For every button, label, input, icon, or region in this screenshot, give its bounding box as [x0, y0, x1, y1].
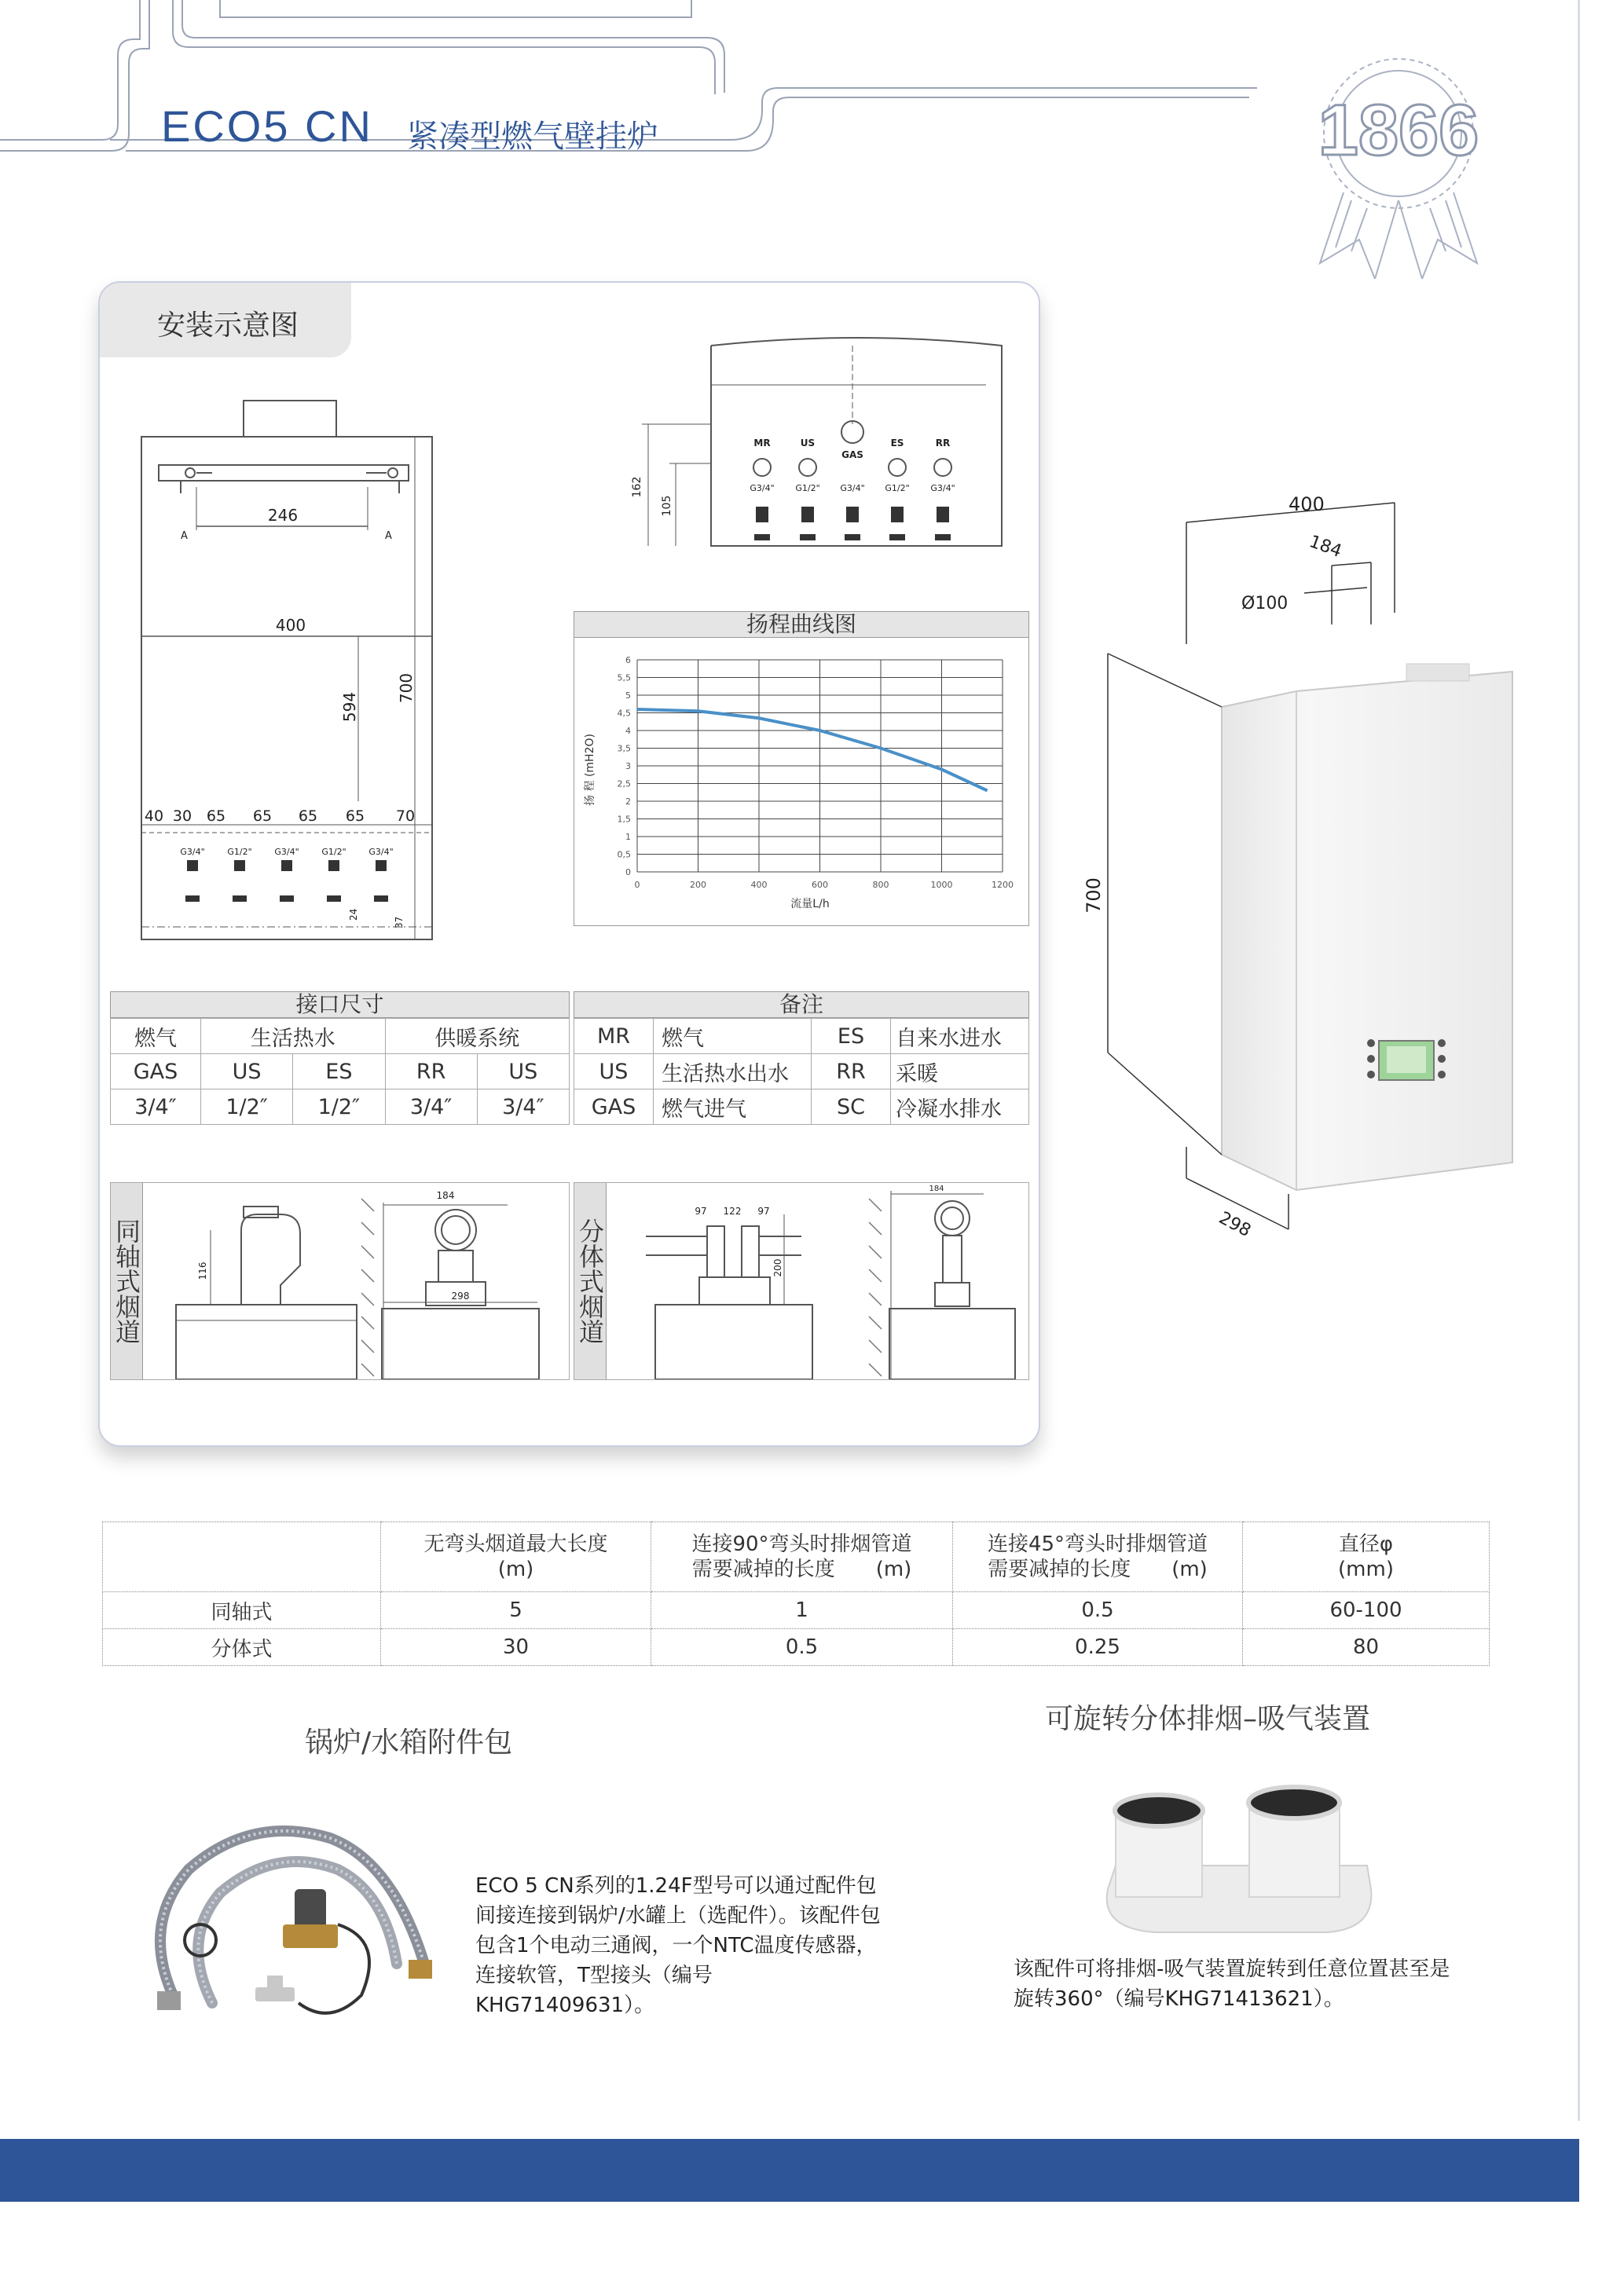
- dim-37: 37: [394, 916, 405, 928]
- vent-length-table: [102, 1522, 1490, 1666]
- pipe-size-4: G3/4": [368, 847, 394, 857]
- chart-xtick: 200: [690, 880, 706, 890]
- photo-dim-400: 400: [1289, 493, 1325, 515]
- chart-ytick: 4,5: [617, 708, 631, 719]
- chart-series-line: [637, 709, 988, 791]
- conn-size-3: 3/4″: [385, 1089, 477, 1125]
- spacing-2: 65: [206, 807, 226, 825]
- footer-bar: [0, 2139, 1579, 2202]
- conn-size-0: 3/4″: [111, 1089, 201, 1125]
- note-code: SC: [812, 1089, 891, 1125]
- product-subtitle: 紧凑型燃气壁挂炉: [407, 119, 658, 155]
- spacing-3: 65: [252, 807, 273, 825]
- conn-size-1: 1/2″: [201, 1089, 293, 1125]
- split-dim-97b: 97: [757, 1206, 770, 1217]
- chart-xlabel: 流量L/h: [790, 898, 830, 910]
- badge-year: 1866: [1318, 90, 1479, 170]
- vent-cell: 30: [381, 1629, 651, 1666]
- kit-title: 锅炉/水箱附件包: [305, 1727, 513, 1759]
- coaxial-flue-label-text: 同轴式烟道: [112, 1218, 141, 1344]
- chart-ytick: 3,5: [617, 743, 631, 754]
- vent-header-2: 连接90°弯头时排烟管道 需要减掉的长度 (m): [651, 1522, 953, 1592]
- notes-table-title: 备注: [574, 991, 1029, 1018]
- chart-xtick: 0: [634, 880, 640, 890]
- note-desc: 生活热水出水: [654, 1054, 812, 1089]
- chart-xtick: 800: [872, 880, 889, 890]
- coaxial-flue-panel: [110, 1182, 570, 1380]
- chart-ytick: 2: [625, 796, 631, 807]
- vent-cell: 同轴式: [103, 1592, 381, 1629]
- rotary-flue-image: [1092, 1771, 1391, 1944]
- bottom-size-2: G3/4": [840, 483, 865, 493]
- pipe-size-2: G3/4": [274, 847, 299, 857]
- chart-xtick: 400: [750, 880, 768, 890]
- spacing-6: 70: [395, 807, 416, 825]
- note-code: US: [574, 1054, 654, 1089]
- dim-24: 24: [348, 908, 359, 921]
- chart-xtick: 1000: [930, 880, 953, 890]
- coaxial-flue-label: [111, 1183, 143, 1379]
- bottom-label-es: ES: [890, 438, 904, 449]
- badge-1866-icon: [1289, 43, 1516, 279]
- rotary-description: 该配件可将排烟-吸气装置旋转到任意位置甚至是旋转360°（编号KHG71413621）。: [1014, 1957, 1450, 2011]
- pump-chart: [574, 636, 1029, 926]
- coaxial-flue-drawing: [143, 1183, 567, 1379]
- chart-ytick: 4: [625, 726, 631, 736]
- conn-group-heating: 供暖系统: [385, 1019, 570, 1054]
- note-code: MR: [574, 1019, 654, 1054]
- dim-400-front: 400: [275, 616, 306, 635]
- pipe-size-3: G1/2": [321, 847, 346, 857]
- connection-table-title: 接口尺寸: [110, 991, 570, 1018]
- page-edge-rule: [1578, 0, 1580, 2121]
- note-desc: 燃气: [654, 1019, 812, 1054]
- front-view-drawing: [134, 393, 448, 943]
- bottom-size-3: G1/2": [885, 483, 910, 493]
- panel-title: 安装示意图: [157, 309, 299, 342]
- dim-594: 594: [340, 691, 359, 723]
- chart-ytick: 0,5: [617, 849, 631, 860]
- chart-ytick: 6: [625, 655, 631, 665]
- mark-a-left: A: [181, 530, 188, 542]
- vent-cell: 0.5: [953, 1592, 1243, 1629]
- chart-ytick: 3: [625, 761, 631, 771]
- kit-description: ECO 5 CN系列的1.24F型号可以通过配件包间接连接到锅炉/水罐上（选配件）。该配件包包含1个电动三通阀，一个NTC温度传感器，连接软管，T型接头（编号KHG71409631）。: [475, 1874, 881, 2017]
- note-desc: 采暖: [891, 1054, 1029, 1089]
- bottom-label-rr: RR: [935, 438, 951, 449]
- pump-chart-title: 扬程曲线图: [574, 611, 1029, 638]
- note-desc: 自来水进水: [891, 1019, 1029, 1054]
- dim-105: 105: [661, 495, 673, 517]
- split-flue-panel: [574, 1182, 1029, 1380]
- chart-ylabel: 扬 程 (mH2O): [584, 734, 596, 806]
- spacing-1: 30: [172, 807, 192, 825]
- coax-dim-298: 298: [451, 1291, 470, 1302]
- conn-code-0: GAS: [111, 1054, 201, 1089]
- split-flue-label: [574, 1183, 607, 1379]
- photo-dim-184: 184: [1306, 532, 1344, 562]
- bottom-label-mr: MR: [753, 438, 771, 449]
- notes-table: [574, 1018, 1029, 1125]
- bottom-label-us: US: [800, 438, 816, 449]
- chart-xtick: 600: [812, 880, 828, 890]
- boiler-product-image: [1076, 487, 1548, 1249]
- vent-cell: 分体式: [103, 1629, 381, 1666]
- pipe-size-1: G1/2": [227, 847, 252, 857]
- rotary-title: 可旋转分体排烟–吸气装置: [1045, 1703, 1371, 1735]
- mark-a-right: A: [385, 530, 392, 542]
- vent-cell: 60-100: [1243, 1592, 1490, 1629]
- conn-size-2: 1/2″: [293, 1089, 385, 1125]
- chart-ytick: 1: [625, 832, 631, 842]
- dim-246: 246: [267, 506, 299, 525]
- split-dim-97a: 97: [695, 1206, 707, 1217]
- coax-dim-184: 184: [436, 1190, 455, 1201]
- vent-cell: 0.5: [651, 1629, 953, 1666]
- vent-cell: 1: [651, 1592, 953, 1629]
- split-dim-122: 122: [723, 1206, 742, 1217]
- note-code: ES: [812, 1019, 891, 1054]
- bottom-size-1: G1/2": [795, 483, 820, 493]
- vent-header-4: 直径φ (mm): [1243, 1522, 1490, 1592]
- spacing-5: 65: [345, 807, 365, 825]
- split-dim-184: 184: [929, 1185, 944, 1193]
- vent-cell: 80: [1243, 1629, 1490, 1666]
- photo-dim-298: 298: [1215, 1208, 1255, 1242]
- spacing-0: 40: [144, 807, 164, 825]
- vent-cell: 5: [381, 1592, 651, 1629]
- conn-code-2: ES: [293, 1054, 385, 1089]
- chart-ytick: 5,5: [617, 672, 631, 683]
- vent-header-1: 无弯头烟道最大长度 (m): [381, 1522, 651, 1592]
- conn-group-gas: 燃气: [111, 1019, 201, 1054]
- vent-header-0: [103, 1522, 381, 1592]
- chart-ytick: 0: [625, 867, 631, 877]
- split-dim-200: 200: [772, 1258, 783, 1277]
- pipe-size-0: G3/4": [180, 847, 205, 857]
- vent-header-3: 连接45°弯头时排烟管道 需要减掉的长度 (m): [953, 1522, 1243, 1592]
- note-desc: 冷凝水排水: [891, 1089, 1029, 1125]
- chart-xtick: 1200: [992, 880, 1014, 890]
- chart-ytick: 5: [625, 690, 631, 701]
- bottom-size-4: G3/4": [930, 483, 955, 493]
- dim-162: 162: [631, 476, 643, 498]
- conn-code-3: RR: [385, 1054, 477, 1089]
- note-desc: 燃气进气: [654, 1089, 812, 1125]
- product-model: ECO5 CN: [161, 101, 373, 151]
- photo-dim-700: 700: [1083, 877, 1105, 914]
- conn-group-dhw: 生活热水: [201, 1019, 386, 1054]
- note-code: GAS: [574, 1089, 654, 1125]
- split-flue-drawing: [607, 1183, 1028, 1379]
- conn-code-4: US: [477, 1054, 569, 1089]
- chart-ytick: 2,5: [617, 778, 631, 789]
- conn-size-4: 3/4″: [477, 1089, 569, 1125]
- coax-dim-116: 116: [197, 1262, 208, 1280]
- spacing-4: 65: [298, 807, 318, 825]
- bottom-label-gas: GAS: [841, 449, 863, 460]
- dim-700-front: 700: [397, 672, 416, 704]
- vent-cell: 0.25: [953, 1629, 1243, 1666]
- split-flue-label-text: 分体式烟道: [575, 1218, 605, 1344]
- accessory-kit-image: [126, 1807, 456, 2034]
- chart-ytick: 1,5: [617, 814, 631, 825]
- note-code: RR: [812, 1054, 891, 1089]
- photo-dim-100: Ø100: [1241, 594, 1289, 613]
- connection-table: [110, 1018, 570, 1125]
- conn-code-1: US: [201, 1054, 293, 1089]
- bottom-size-0: G3/4": [750, 483, 775, 493]
- bottom-view-drawing: [625, 330, 1017, 566]
